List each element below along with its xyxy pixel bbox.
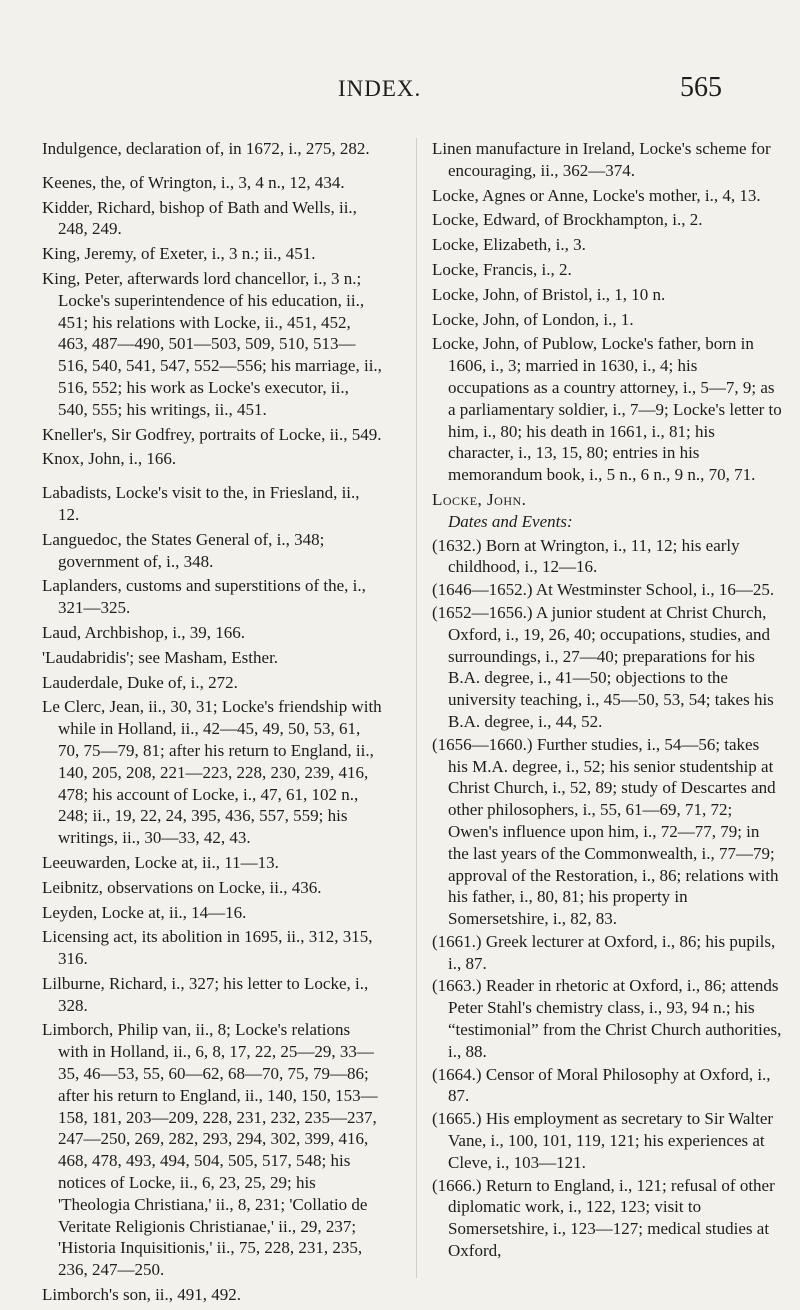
left-column — [42, 138, 382, 1309]
index-entry: Le Clerc, Jean, ii., 30, 31; Locke's friendship with while in Holland, ii., 42—45, 49, 50, 53, 61, 70, 75—79, 81; after his return to England, ii., 140, 205, 208, 221—223, 228, 230, 239, 416, 478; his account of Locke, i., 47, 61, 102 n., 248; ii., 19, 22, 24, 395, 436, 557, 559; his writings, ii., 30—33, 42, 43. — [42, 697, 382, 848]
page-header — [0, 72, 800, 112]
index-entry: Limborch's son, ii., 491, 492. — [42, 1285, 242, 1305]
index-entry: Lilburne, Richard, i., 327; his letter to Locke, i., 328. — [42, 973, 369, 1015]
index-entry: Locke, Edward, of Brockhampton, i., 2. — [432, 210, 703, 230]
event-entry: (1664.) Censor of Moral Philosophy at Oxford, i., 87. — [432, 1064, 771, 1106]
index-entry: Locke, John, of Bristol, i., 1, 10 n. — [432, 284, 666, 304]
index-entry: Kidder, Richard, bishop of Bath and Wells, ii., 248, 249. — [42, 197, 357, 239]
index-entry: Locke, John, of London, i., 1. — [432, 309, 634, 329]
index-entry: Kneller's, Sir Godfrey, portraits of Locke, ii., 549. — [42, 424, 382, 444]
event-entry: (1666.) Return to England, i., 121; refusal of other diplomatic work, i., 122, 123; visit to Somersetshire, i., 123—127; medical studies at Oxford, — [432, 1175, 775, 1261]
event-entry: (1652—1656.) A junior student at Christ Church, Oxford, i., 19, 26, 40; occupations, studies, and surroundings, i., 27—40; preparations for his B.A. degree, i., 41—50; objections to the university teaching, i., 45—50, 53, 54; takes his B.A. degree, i., 44, 52. — [432, 602, 774, 731]
index-entry: Limborch, Philip van, ii., 8; Locke's relations with in Holland, ii., 6, 8, 17, 22, 25—29, 33—35, 46—53, 55, 60—62, 68—70, 75, 79—86; after his return to England, ii., 140, 150, 153—158, 181, 203—209, 228, 231, 232, 235—237, 247—250, 269, 282, 293, 294, 302, 399, 416, 468, 478, 493, 494, 504, 505, 517, 548; his notices of Locke, ii., 6, 23, 25, 29; his 'Theologia Christiana,' ii., 8, 231; 'Collatio de Veritate Religionis Christianae,' ii., 29, 237; 'Historia Inquisitionis,' ii., 75, 228, 231, 235, 236, 247—250. — [42, 1020, 378, 1280]
index-entry: Lauderdale, Duke of, i., 272. — [42, 672, 238, 692]
event-entry: (1663.) Reader in rhetoric at Oxford, i., 86; attends Peter Stahl's chemistry class, i., 93, 94 n.; his “testimonial” from the Christ Church authorities, i., 88. — [432, 976, 782, 1061]
index-entry: Locke, Francis, i., 2. — [432, 259, 572, 279]
running-title: INDEX. — [338, 76, 422, 101]
section-heading: Locke, John. — [432, 489, 527, 509]
index-entry: Indulgence, declaration of, in 1672, i., 275, 282. — [42, 139, 370, 158]
index-entry: Locke, Elizabeth, i., 3. — [432, 235, 586, 255]
index-entry: Linen manufacture in Ireland, Locke's scheme for encouraging, ii., 362—374. — [432, 139, 771, 180]
index-entry: Keenes, the, of Wrington, i., 3, 4 n., 12, 434. — [42, 172, 345, 192]
index-entry: Leyden, Locke at, ii., 14—16. — [42, 902, 247, 922]
index-entry: Licensing act, its abolition in 1695, ii., 312, 315, 316. — [42, 927, 373, 969]
index-entry: Locke, Agnes or Anne, Locke's mother, i., 4, 13. — [432, 185, 761, 205]
index-entry: Laplanders, customs and superstitions of the, i., 321—325. — [42, 576, 366, 618]
event-entry: (1632.) Born at Wrington, i., 11, 12; his early childhood, i., 12—16. — [432, 535, 740, 577]
right-column — [432, 138, 782, 1263]
index-entry: King, Jeremy, of Exeter, i., 3 n.; ii., 451. — [42, 244, 316, 264]
index-entry: King, Peter, afterwards lord chancellor, i., 3 n.; Locke's superintendence of his education, ii., 451; his relations with Locke, ii., 451, 452, 463, 487—490, 501—503, 509, 510, 513—516, 540, 541, 547, 552—556; his marriage, ii., 516, 552; his work as Locke's executor, ii., 540, 555; his writings, ii., 451. — [42, 268, 382, 419]
index-entry: Locke, John, of Publow, Locke's father, born in 1606, i., 3; married in 1630, i., 4; his occupations as a country attorney, i., 5—7, 9; as a parliamentary soldier, i., 7—9; Locke's letter to him, i., 80; his death in 1661, i., 81; his character, i., 13, 15, 80; entries in his memorandum book, i., 5 n., 6 n., 9 n., 70, 71. — [432, 334, 782, 485]
column-divider — [416, 138, 417, 1278]
page-number: 565 — [680, 72, 722, 103]
event-entry: (1646—1652.) At Westminster School, i., 16—25. — [432, 580, 775, 600]
index-entry: Leeuwarden, Locke at, ii., 11—13. — [42, 852, 279, 872]
index-entry: 'Laudabridis'; see Masham, Esther. — [42, 647, 279, 667]
index-entry: Laud, Archbishop, i., 39, 166. — [42, 622, 246, 642]
index-entry: Knox, John, i., 166. — [42, 449, 177, 469]
event-entry: (1665.) His employment as secretary to Sir Walter Vane, i., 100, 101, 119, 121; his experiences at Cleve, i., 103—121. — [432, 1109, 774, 1172]
index-entry: Leibnitz, observations on Locke, ii., 436. — [42, 877, 322, 897]
section-subheading: Dates and Events: — [448, 511, 573, 531]
event-entry: (1656—1660.) Further studies, i., 54—56; takes his M.A. degree, i., 52; his senior studentship at Christ Church, i., 52, 89; study of Descartes and other philosophers, i., 55, 61—69, 71, 72; Owen's influence upon him, i., 72—77, 79; in the last years of the Commonwealth, i., 77—79; approval of the Restoration, i., 86; relations with his father, i., 80, 81; his property in Somersetshire, i., 82, 83. — [432, 734, 779, 929]
index-entry: Labadists, Locke's visit to the, in Friesland, ii., 12. — [42, 483, 360, 524]
index-entry: Languedoc, the States General of, i., 348; government of, i., 348. — [42, 529, 325, 571]
event-entry: (1661.) Greek lecturer at Oxford, i., 86; his pupils, i., 87. — [432, 931, 776, 973]
